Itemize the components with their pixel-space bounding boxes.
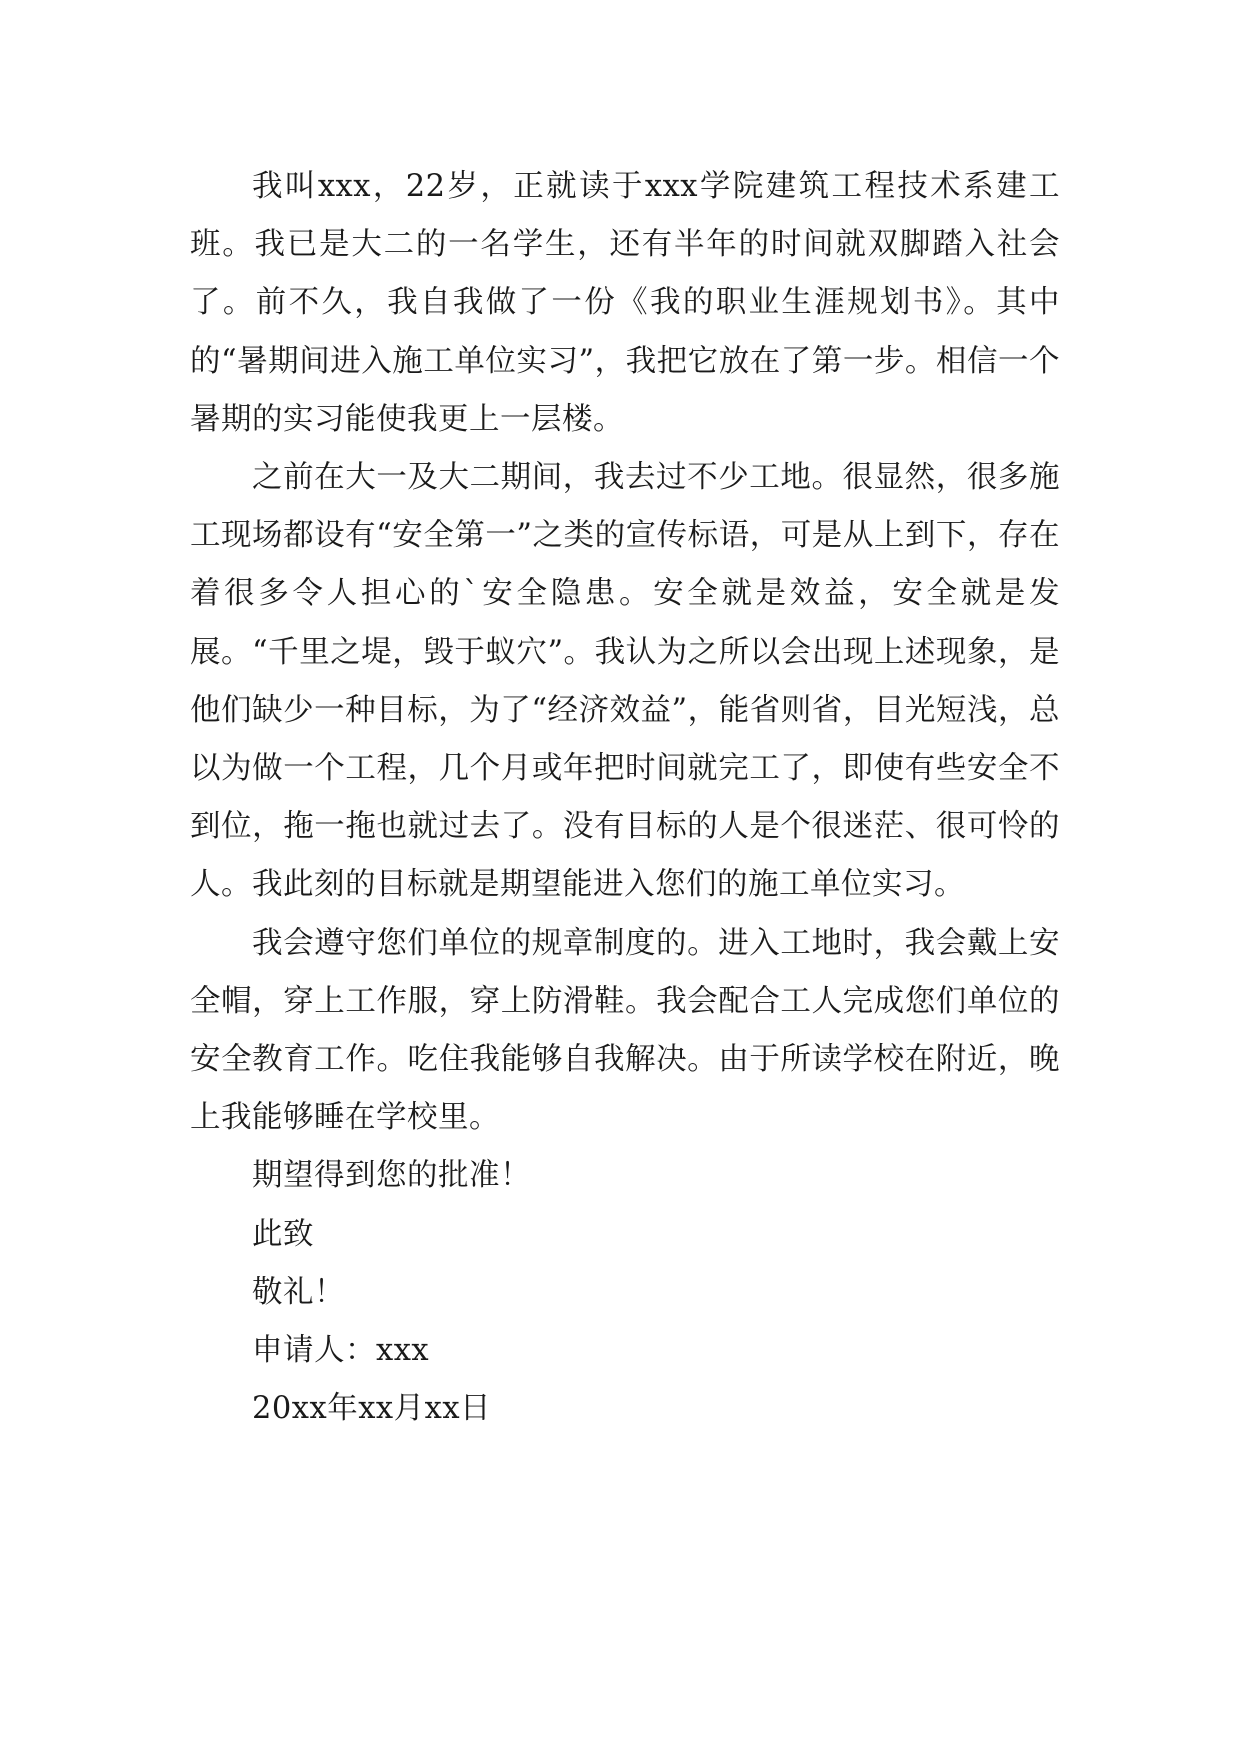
letter-body bbox=[190, 158, 1060, 1438]
paragraph-commitment: 我会遵守您们单位的规章制度的。进入工地时，我会戴上安全帽，穿上工作服，穿上防滑鞋。我会配合工人完成您们单位的安全教育工作。吃住我能够自我解决。由于所读学校在附近，晚上我能够睡在学校里。 bbox=[190, 925, 1060, 1136]
letter-date: 20xx年xx月xx日 bbox=[252, 1391, 492, 1427]
paragraph-safety: 之前在大一及大二期间，我去过不少工地。很显然，很多施工现场都设有“安全第一”之类的宣传标语，可是从上到下，存在着很多令人担心的`安全隐患。安全就是效益，安全就是发展。“千里之堤，毁于蚁穴”。我认为之所以会出现上述现象，是他们缺少一种目标，为了“经济效益”，能省则省，目光短浅，总以为做一个工程，几个月或年把时间就完工了，即使有些安全不到位，拖一拖也就过去了。没有目标的人是个很迷茫、很可怜的人。我此刻的目标就是期望能进入您们的施工单位实习。 bbox=[190, 460, 1060, 903]
salutation-cizhi: 此致 bbox=[252, 1216, 314, 1252]
closing-request: 期望得到您的批准！ bbox=[252, 1158, 531, 1194]
applicant-signature: 申请人：xxx bbox=[252, 1333, 430, 1369]
salutation-jingli: 敬礼！ bbox=[252, 1274, 345, 1310]
paragraph-intro: 我叫xxx，22岁，正就读于xxx学院建筑工程技术系建工班。我已是大二的一名学生，还有半年的时间就双脚踏入社会了。前不久，我自我做了一份《我的职业生涯规划书》。其中的“暑期间进入施工单位实习”，我把它放在了第一步。相信一个暑期的实习能使我更上一层楼。 bbox=[190, 169, 1060, 437]
